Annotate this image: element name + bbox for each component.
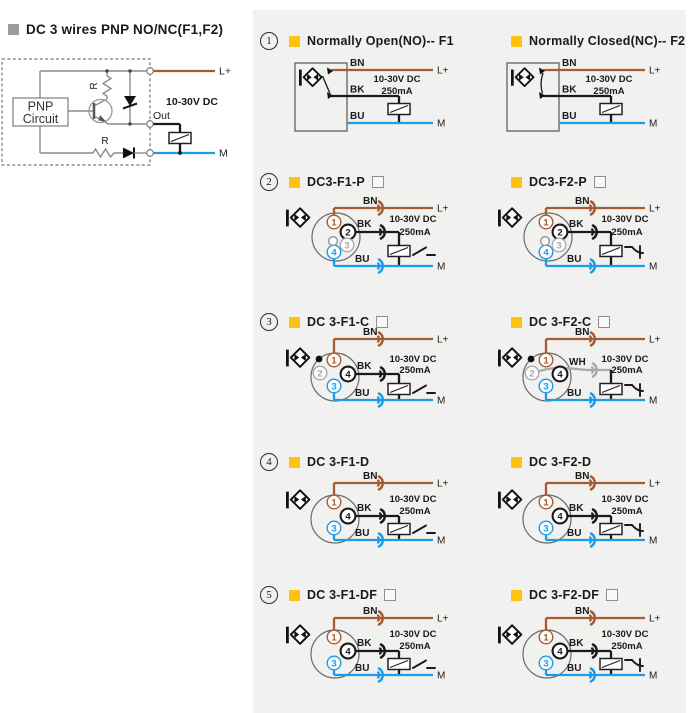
svg-text:R: R — [101, 136, 109, 147]
wiring-diagram — [285, 604, 485, 699]
svg-text:BU: BU — [355, 663, 370, 674]
svg-text:BK: BK — [569, 638, 584, 649]
diode-icon — [123, 148, 134, 159]
wiring-diagram — [285, 55, 485, 147]
bullet-square-icon — [511, 590, 522, 601]
row-title: DC 3-F2-DF — [529, 588, 600, 602]
terminal-icon — [147, 150, 154, 157]
svg-text:BK: BK — [357, 503, 372, 514]
svg-text:1: 1 — [543, 497, 549, 509]
svg-text:L+: L+ — [437, 613, 449, 625]
svg-text:Out: Out — [153, 110, 170, 122]
svg-text:1: 1 — [331, 632, 337, 644]
row-2-left-diagram — [285, 194, 485, 294]
sensor-icon — [498, 490, 521, 508]
nc-switch-icon — [625, 384, 643, 396]
bullet-square-icon — [511, 457, 522, 468]
svg-text:M: M — [437, 118, 446, 130]
row-5-left-header — [289, 587, 396, 603]
svg-text:BU: BU — [567, 663, 582, 674]
no-switch-icon — [413, 526, 435, 534]
svg-text:BK: BK — [350, 84, 365, 96]
row-title: DC 3-F1-D — [307, 455, 370, 469]
svg-text:BU: BU — [355, 388, 370, 399]
page-title-text: DC 3 wires PNP NO/NC(F1,F2) — [26, 22, 224, 37]
svg-text:10-30V DC: 10-30V DC — [601, 629, 649, 640]
pin-2 — [525, 366, 539, 380]
no-switch-icon — [413, 386, 435, 394]
row-5-right-header — [511, 587, 618, 603]
svg-text:10-30V DC: 10-30V DC — [601, 214, 649, 225]
row-title: DC 3-F2-C — [529, 315, 592, 329]
svg-text:3: 3 — [556, 240, 562, 252]
row-3-left-diagram — [285, 325, 485, 425]
svg-text:BN: BN — [575, 327, 590, 338]
row-5-right-diagram — [497, 604, 697, 704]
svg-text:BU: BU — [355, 254, 370, 265]
svg-text:M: M — [649, 261, 658, 273]
svg-text:10-30V DC: 10-30V DC — [601, 494, 649, 505]
svg-text:3: 3 — [344, 240, 350, 252]
row-title: DC 3-F1-DF — [307, 588, 378, 602]
wiring-diagram — [497, 325, 697, 420]
svg-text:10-30V DC: 10-30V DC — [585, 74, 633, 85]
wiring-diagram — [285, 469, 485, 564]
svg-text:250mA: 250mA — [381, 86, 413, 97]
pin-4 — [553, 509, 568, 524]
svg-text:PNP: PNP — [27, 99, 54, 114]
sensor-icon — [299, 68, 322, 86]
bullet-square-icon — [289, 36, 300, 47]
suffix-box-icon — [372, 176, 384, 188]
row-title: Normally Open(NO)-- F1 — [307, 34, 454, 48]
svg-text:4: 4 — [557, 369, 563, 381]
svg-text:250mA: 250mA — [399, 506, 431, 517]
sensor-icon — [498, 348, 521, 366]
nc-switch-icon — [625, 524, 643, 536]
bullet-square-icon — [511, 36, 522, 47]
svg-text:250mA: 250mA — [399, 227, 431, 238]
svg-text:BU: BU — [567, 254, 582, 265]
row-1-left-diagram — [285, 55, 485, 152]
pin-4 — [553, 367, 568, 382]
pin-3 — [539, 656, 553, 670]
row-1-number: 1 — [260, 32, 278, 50]
svg-text:BN: BN — [363, 606, 378, 617]
wiring-diagram — [497, 469, 697, 564]
sensor-icon — [498, 208, 521, 226]
row-title: Normally Closed(NC)-- F2 — [529, 34, 686, 48]
pin-3 — [327, 656, 341, 670]
wiring-diagram — [497, 55, 697, 147]
pin-4 — [553, 644, 568, 659]
row-4-left-diagram — [285, 469, 485, 569]
svg-text:BK: BK — [569, 503, 584, 514]
keyway-hole — [329, 237, 338, 246]
svg-text:BK: BK — [357, 361, 372, 372]
nc-switch-icon — [625, 246, 643, 258]
svg-text:BN: BN — [350, 58, 365, 69]
svg-text:BU: BU — [567, 528, 582, 539]
load-icon — [600, 246, 622, 257]
pin-2 — [313, 366, 327, 380]
notch-dot — [528, 356, 535, 363]
row-4-number: 4 — [260, 453, 278, 471]
wiring-diagram — [497, 194, 697, 289]
row-2-right-diagram — [497, 194, 697, 294]
svg-text:L+: L+ — [437, 203, 449, 215]
svg-text:4: 4 — [345, 646, 351, 658]
suffix-box-icon — [384, 589, 396, 601]
sensor-icon — [286, 625, 309, 643]
row-title: DC3-F1-P — [307, 175, 365, 189]
pin-1 — [539, 630, 553, 644]
row-title: DC 3-F2-D — [529, 455, 592, 469]
no-switch-icon — [413, 248, 435, 256]
svg-text:BK: BK — [562, 84, 577, 96]
row-title: DC3-F2-P — [529, 175, 587, 189]
svg-text:4: 4 — [543, 247, 549, 259]
svg-text:4: 4 — [331, 247, 337, 259]
svg-text:1: 1 — [543, 217, 549, 229]
pin-1 — [539, 215, 553, 229]
svg-text:BK: BK — [357, 638, 372, 649]
svg-text:3: 3 — [543, 523, 549, 535]
load-icon — [388, 524, 410, 535]
pin-1 — [327, 353, 341, 367]
row-4-left-header — [289, 454, 369, 470]
svg-text:M: M — [219, 147, 228, 160]
svg-text:250mA: 250mA — [593, 86, 625, 97]
bullet-square-icon — [511, 177, 522, 188]
row-title: DC 3-F1-C — [307, 315, 370, 329]
svg-text:BN: BN — [575, 471, 590, 482]
sensor-icon — [286, 208, 309, 226]
svg-text:4: 4 — [345, 511, 351, 523]
row-1-right-diagram — [497, 55, 697, 152]
svg-text:10-30V DC: 10-30V DC — [601, 354, 649, 365]
svg-text:L+: L+ — [437, 334, 449, 346]
load-icon — [600, 659, 622, 670]
svg-text:L+: L+ — [649, 613, 661, 625]
svg-text:10-30V DC: 10-30V DC — [166, 96, 218, 108]
terminal-icon — [147, 68, 154, 75]
svg-text:L+: L+ — [649, 203, 661, 215]
svg-text:250mA: 250mA — [611, 365, 643, 376]
svg-text:10-30V DC: 10-30V DC — [389, 354, 437, 365]
pin-1 — [327, 495, 341, 509]
svg-text:3: 3 — [331, 658, 337, 670]
pin-1 — [539, 353, 553, 367]
load-icon — [388, 384, 410, 395]
pnp-circuit-svg — [0, 55, 240, 225]
pin-4 — [327, 245, 341, 259]
svg-text:BN: BN — [575, 606, 590, 617]
bullet-square-icon — [289, 457, 300, 468]
svg-text:3: 3 — [543, 381, 549, 393]
svg-text:Circuit: Circuit — [22, 112, 59, 126]
svg-text:BU: BU — [355, 528, 370, 539]
pin-4 — [539, 245, 553, 259]
svg-text:250mA: 250mA — [611, 506, 643, 517]
bullet-square-icon — [289, 177, 300, 188]
svg-text:1: 1 — [543, 355, 549, 367]
svg-text:3: 3 — [543, 658, 549, 670]
svg-text:L+: L+ — [437, 478, 449, 490]
sensor-icon — [286, 490, 309, 508]
wiring-diagram — [497, 604, 697, 699]
row-4-right-header — [511, 454, 591, 470]
pin-3 — [340, 238, 354, 252]
pin-3 — [539, 521, 553, 535]
svg-text:10-30V DC: 10-30V DC — [389, 629, 437, 640]
pin-1 — [327, 630, 341, 644]
svg-text:2: 2 — [557, 227, 563, 239]
row-4-right-diagram — [497, 469, 697, 569]
pin-4 — [341, 509, 356, 524]
svg-text:M: M — [437, 261, 446, 273]
svg-text:M: M — [437, 670, 446, 682]
row-2-left-header — [289, 174, 384, 190]
svg-text:BN: BN — [363, 196, 378, 207]
svg-text:M: M — [437, 395, 446, 407]
pin-1 — [327, 215, 341, 229]
svg-text:4: 4 — [345, 369, 351, 381]
suffix-box-icon — [606, 589, 618, 601]
pin-3 — [552, 238, 566, 252]
row-3-number: 3 — [260, 313, 278, 331]
keyway-hole — [541, 237, 550, 246]
svg-text:250mA: 250mA — [611, 641, 643, 652]
svg-text:BN: BN — [363, 327, 378, 338]
load-icon — [600, 524, 622, 535]
page-title — [8, 22, 223, 37]
row-1-left-header — [289, 33, 454, 49]
pin-4 — [341, 644, 356, 659]
pin-2 — [341, 225, 356, 240]
notch-dot — [316, 356, 323, 363]
svg-text:M: M — [649, 670, 658, 682]
svg-text:M: M — [649, 118, 658, 130]
svg-text:BU: BU — [562, 111, 577, 122]
row-2-right-header — [511, 174, 606, 190]
svg-text:10-30V DC: 10-30V DC — [389, 214, 437, 225]
svg-text:WH: WH — [569, 357, 586, 368]
svg-text:2: 2 — [529, 368, 535, 380]
load-icon — [600, 104, 622, 115]
wiring-diagram — [285, 325, 485, 420]
pin-3 — [539, 379, 553, 393]
svg-text:M: M — [437, 535, 446, 547]
sensor-icon — [286, 348, 309, 366]
pin-1 — [539, 495, 553, 509]
row-5-number: 5 — [260, 586, 278, 604]
svg-text:3: 3 — [331, 381, 337, 393]
load-icon — [600, 384, 622, 395]
pin-3 — [327, 379, 341, 393]
svg-text:L+: L+ — [219, 65, 231, 78]
svg-text:M: M — [649, 395, 658, 407]
svg-text:250mA: 250mA — [399, 641, 431, 652]
svg-text:1: 1 — [331, 217, 337, 229]
suffix-box-icon — [594, 176, 606, 188]
pnp-circuit-diagram — [0, 55, 240, 225]
sensor-icon — [511, 68, 534, 86]
svg-text:L+: L+ — [649, 478, 661, 490]
load-icon — [388, 104, 410, 115]
svg-text:BN: BN — [575, 196, 590, 207]
pin-4 — [341, 367, 356, 382]
svg-text:M: M — [649, 535, 658, 547]
svg-text:BK: BK — [357, 219, 372, 230]
no-switch-icon — [413, 661, 435, 669]
wiring-diagram — [285, 194, 485, 289]
row-2-number: 2 — [260, 173, 278, 191]
load-icon — [169, 133, 191, 144]
svg-text:10-30V DC: 10-30V DC — [389, 494, 437, 505]
svg-text:3: 3 — [331, 523, 337, 535]
svg-text:BU: BU — [350, 111, 365, 122]
svg-text:250mA: 250mA — [399, 365, 431, 376]
svg-text:BN: BN — [363, 471, 378, 482]
wiring-panel — [253, 10, 686, 713]
svg-text:BN: BN — [562, 58, 577, 69]
svg-text:L+: L+ — [649, 334, 661, 346]
svg-text:L+: L+ — [437, 65, 449, 77]
pin-3 — [327, 521, 341, 535]
bullet-square-icon — [289, 590, 300, 601]
load-icon — [388, 246, 410, 257]
row-1-right-header — [511, 33, 685, 49]
svg-text:4: 4 — [557, 511, 563, 523]
nc-switch-icon — [625, 659, 643, 671]
pin-2 — [553, 225, 568, 240]
load-icon — [388, 659, 410, 670]
svg-text:4: 4 — [557, 646, 563, 658]
title-bullet-icon — [8, 24, 19, 35]
svg-text:2: 2 — [345, 227, 351, 239]
svg-text:250mA: 250mA — [611, 227, 643, 238]
row-3-right-diagram — [497, 325, 697, 425]
svg-text:L+: L+ — [649, 65, 661, 77]
svg-text:BK: BK — [569, 219, 584, 230]
emitter-arrow-icon — [99, 115, 107, 122]
row-5-left-diagram — [285, 604, 485, 704]
sensor-icon — [498, 625, 521, 643]
svg-text:1: 1 — [331, 355, 337, 367]
svg-text:1: 1 — [543, 632, 549, 644]
svg-text:R: R — [89, 82, 100, 90]
svg-text:10-30V DC: 10-30V DC — [373, 74, 421, 85]
svg-text:2: 2 — [317, 368, 323, 380]
svg-text:1: 1 — [331, 497, 337, 509]
svg-text:BU: BU — [567, 388, 582, 399]
